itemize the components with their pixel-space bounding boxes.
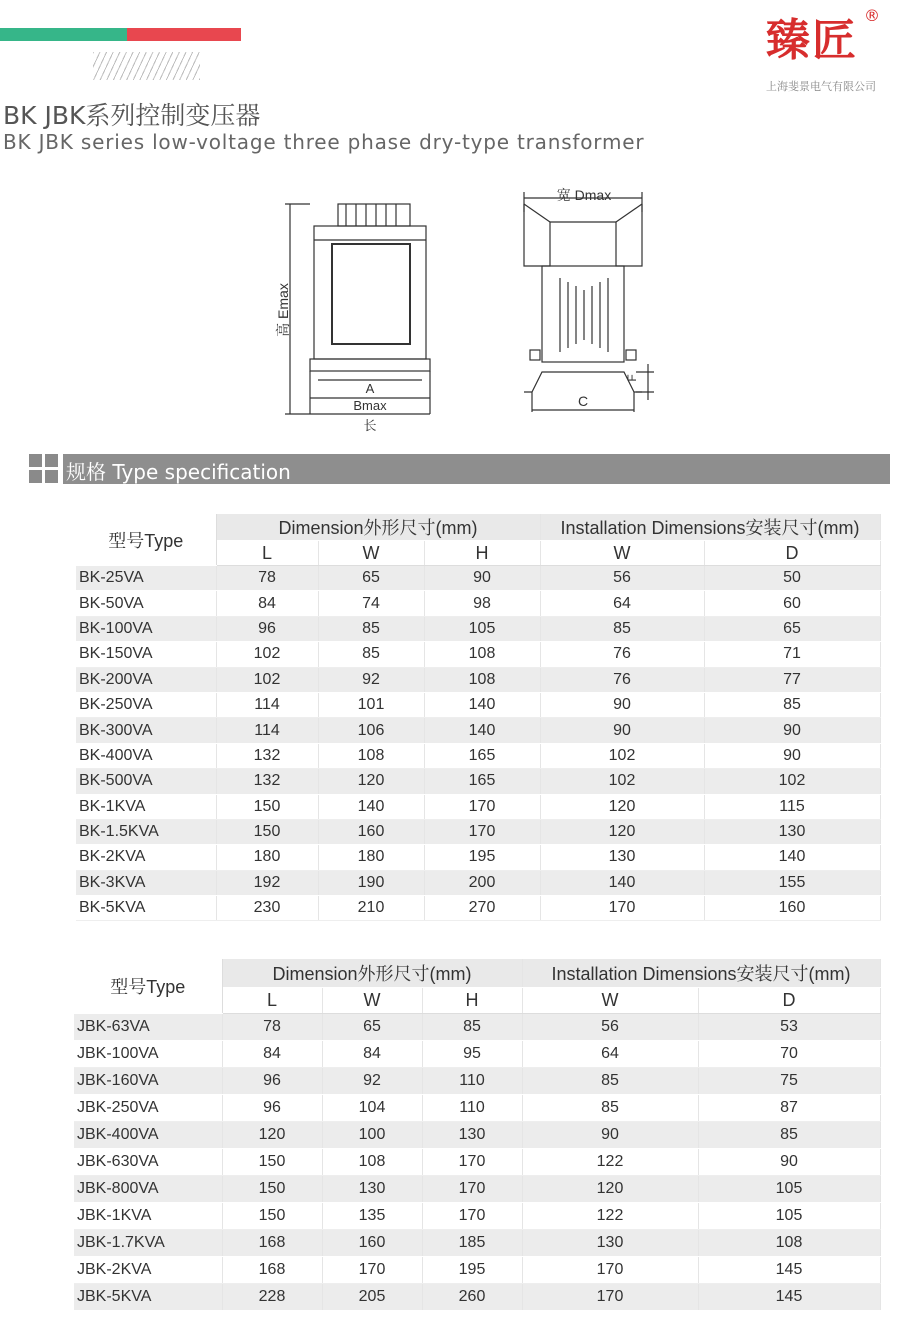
cell-install-d: 90 (704, 743, 880, 768)
cell-install-d: 160 (704, 896, 880, 921)
header-dimension: Dimension外形尺寸(mm) (222, 959, 522, 987)
cell-w: 108 (322, 1148, 422, 1175)
cell-install-d: 53 (698, 1013, 880, 1040)
cell-h: 90 (424, 566, 540, 591)
table-row (74, 1229, 880, 1256)
table-row (76, 642, 880, 667)
cell-l: 150 (216, 819, 318, 844)
header-col-install-w: W (540, 541, 704, 566)
cell-install-w: 170 (522, 1283, 698, 1310)
header-col-l: L (222, 987, 322, 1013)
cell-h: 140 (424, 692, 540, 717)
hatch-decoration (93, 52, 200, 80)
cell-model: BK-100VA (76, 616, 216, 641)
table-row (74, 1013, 880, 1040)
cell-w: 120 (318, 769, 424, 794)
cell-h: 200 (424, 870, 540, 895)
cell-install-d: 108 (698, 1229, 880, 1256)
cell-model: BK-250VA (76, 692, 216, 717)
label-f: F (625, 374, 639, 382)
cell-h: 195 (424, 845, 540, 870)
cell-w: 190 (318, 870, 424, 895)
cell-l: 150 (216, 794, 318, 819)
registered-mark: ® (864, 6, 880, 25)
cell-install-d: 50 (704, 566, 880, 591)
cell-install-w: 122 (522, 1202, 698, 1229)
table-row (76, 794, 880, 819)
cell-install-d: 155 (704, 870, 880, 895)
cell-install-w: 76 (540, 667, 704, 692)
cell-l: 78 (222, 1013, 322, 1040)
cell-w: 170 (322, 1256, 422, 1283)
cell-model: BK-1.5KVA (76, 819, 216, 844)
cell-install-w: 76 (540, 642, 704, 667)
cell-h: 105 (424, 616, 540, 641)
cell-h: 85 (422, 1013, 522, 1040)
cell-h: 170 (422, 1175, 522, 1202)
cell-w: 101 (318, 692, 424, 717)
table-row (74, 1148, 880, 1175)
cell-install-w: 120 (522, 1175, 698, 1202)
cell-install-w: 56 (540, 566, 704, 591)
table-row (76, 667, 880, 692)
cell-model: JBK-2KVA (74, 1256, 222, 1283)
cell-w: 180 (318, 845, 424, 870)
cell-install-w: 170 (540, 896, 704, 921)
cell-w: 100 (322, 1121, 422, 1148)
cell-h: 195 (422, 1256, 522, 1283)
table-row (74, 1067, 880, 1094)
cell-model: JBK-63VA (74, 1013, 222, 1040)
table-row (76, 591, 880, 616)
label-bmax: Bmax (353, 398, 387, 413)
cell-l: 114 (216, 692, 318, 717)
cell-w: 106 (318, 718, 424, 743)
cell-l: 132 (216, 743, 318, 768)
cell-w: 104 (322, 1094, 422, 1121)
cell-l: 96 (222, 1094, 322, 1121)
header-installation: Installation Dimensions安装尺寸(mm) (522, 959, 880, 987)
cell-install-w: 120 (540, 819, 704, 844)
cell-w: 84 (322, 1040, 422, 1067)
bk-spec-table (76, 514, 881, 921)
cell-w: 74 (318, 591, 424, 616)
header-col-w: W (318, 541, 424, 566)
cell-h: 170 (422, 1202, 522, 1229)
cell-w: 130 (322, 1175, 422, 1202)
cell-l: 150 (222, 1175, 322, 1202)
cell-l: 96 (216, 616, 318, 641)
cell-install-w: 102 (540, 743, 704, 768)
cell-install-d: 105 (698, 1202, 880, 1229)
cell-l: 150 (222, 1202, 322, 1229)
cell-w: 160 (318, 819, 424, 844)
cell-w: 160 (322, 1229, 422, 1256)
accent-bar-red (127, 28, 241, 41)
table-row (74, 1040, 880, 1067)
cell-l: 120 (222, 1121, 322, 1148)
bk-table-body (76, 566, 880, 921)
cell-model: BK-3KVA (76, 870, 216, 895)
cell-install-d: 77 (704, 667, 880, 692)
cell-install-d: 71 (704, 642, 880, 667)
cell-w: 205 (322, 1283, 422, 1310)
cell-h: 110 (422, 1094, 522, 1121)
cell-l: 230 (216, 896, 318, 921)
cell-install-d: 85 (704, 692, 880, 717)
header-col-install-d: D (698, 987, 880, 1013)
cell-install-d: 90 (704, 718, 880, 743)
cell-h: 185 (422, 1229, 522, 1256)
cell-model: JBK-250VA (74, 1094, 222, 1121)
cell-install-d: 145 (698, 1283, 880, 1310)
cell-model: BK-1KVA (76, 794, 216, 819)
brand-logo (760, 6, 900, 92)
cell-h: 108 (424, 667, 540, 692)
cell-install-w: 130 (522, 1229, 698, 1256)
label-c: C (577, 393, 589, 409)
logo-mark: 臻匠 (766, 15, 858, 66)
cell-h: 108 (424, 642, 540, 667)
cell-h: 170 (424, 794, 540, 819)
cell-model: JBK-160VA (74, 1067, 222, 1094)
table-row (76, 566, 880, 591)
cell-install-w: 90 (540, 692, 704, 717)
cell-w: 92 (318, 667, 424, 692)
cell-l: 102 (216, 642, 318, 667)
header-type: 型号Type (76, 514, 216, 566)
cell-install-d: 75 (698, 1067, 880, 1094)
cell-l: 180 (216, 845, 318, 870)
table-row (76, 769, 880, 794)
company-name: 上海斐景电气有限公司 (766, 80, 876, 93)
cell-h: 170 (424, 819, 540, 844)
cell-install-w: 102 (540, 769, 704, 794)
cell-w: 135 (322, 1202, 422, 1229)
cell-l: 84 (222, 1040, 322, 1067)
cell-h: 95 (422, 1040, 522, 1067)
cell-install-d: 102 (704, 769, 880, 794)
header-col-h: H (424, 541, 540, 566)
cell-model: JBK-5KVA (74, 1283, 222, 1310)
cell-l: 78 (216, 566, 318, 591)
section-header (63, 454, 890, 484)
cell-install-w: 170 (522, 1256, 698, 1283)
table-row (76, 616, 880, 641)
cell-l: 168 (222, 1229, 322, 1256)
cell-model: JBK-100VA (74, 1040, 222, 1067)
cell-w: 85 (318, 642, 424, 667)
table-row (74, 1256, 880, 1283)
header-col-h: H (422, 987, 522, 1013)
cell-install-d: 90 (698, 1148, 880, 1175)
cell-h: 110 (422, 1067, 522, 1094)
cell-w: 210 (318, 896, 424, 921)
section-title: 规格 Type specification (66, 460, 291, 484)
cell-model: BK-400VA (76, 743, 216, 768)
cell-install-w: 64 (540, 591, 704, 616)
cell-model: JBK-400VA (74, 1121, 222, 1148)
cell-l: 102 (216, 667, 318, 692)
cell-model: BK-500VA (76, 769, 216, 794)
table-row (74, 1121, 880, 1148)
cell-install-w: 64 (522, 1040, 698, 1067)
cell-model: JBK-1KVA (74, 1202, 222, 1229)
cell-h: 170 (422, 1148, 522, 1175)
cell-install-d: 85 (698, 1121, 880, 1148)
jbk-spec-table (74, 959, 881, 1311)
cell-l: 84 (216, 591, 318, 616)
header-dimension: Dimension外形尺寸(mm) (216, 514, 540, 541)
transformer-dimension-drawing (270, 182, 660, 438)
cell-w: 108 (318, 743, 424, 768)
cell-h: 165 (424, 743, 540, 768)
cell-install-d: 87 (698, 1094, 880, 1121)
cell-w: 92 (322, 1067, 422, 1094)
cell-install-w: 90 (522, 1121, 698, 1148)
cell-h: 260 (422, 1283, 522, 1310)
table-row (76, 896, 880, 921)
header-col-install-w: W (522, 987, 698, 1013)
cell-model: BK-150VA (76, 642, 216, 667)
label-length: 长 (363, 418, 377, 433)
accent-bar-green (0, 28, 127, 41)
cell-h: 130 (422, 1121, 522, 1148)
table-row (76, 870, 880, 895)
cell-l: 114 (216, 718, 318, 743)
cell-model: JBK-630VA (74, 1148, 222, 1175)
cell-h: 270 (424, 896, 540, 921)
label-width-dmax: 宽 Dmax (556, 187, 612, 203)
cell-l: 96 (222, 1067, 322, 1094)
cell-w: 140 (318, 794, 424, 819)
header-col-install-d: D (704, 541, 880, 566)
cell-w: 85 (318, 616, 424, 641)
cell-h: 98 (424, 591, 540, 616)
cell-model: JBK-1.7KVA (74, 1229, 222, 1256)
cell-model: BK-200VA (76, 667, 216, 692)
jbk-table-body (74, 1013, 880, 1310)
header-col-w: W (322, 987, 422, 1013)
cell-l: 228 (222, 1283, 322, 1310)
table-row (74, 1175, 880, 1202)
cell-h: 140 (424, 718, 540, 743)
cell-w: 65 (318, 566, 424, 591)
table-row (76, 845, 880, 870)
header-installation: Installation Dimensions安装尺寸(mm) (540, 514, 880, 541)
cell-install-d: 115 (704, 794, 880, 819)
cell-w: 65 (322, 1013, 422, 1040)
cell-model: JBK-800VA (74, 1175, 222, 1202)
cell-install-w: 130 (540, 845, 704, 870)
cell-model: BK-50VA (76, 591, 216, 616)
cell-install-w: 120 (540, 794, 704, 819)
table-row (76, 692, 880, 717)
cell-h: 165 (424, 769, 540, 794)
cell-install-w: 85 (522, 1094, 698, 1121)
cell-model: BK-5KVA (76, 896, 216, 921)
table-row (74, 1283, 880, 1310)
table-row (76, 819, 880, 844)
cell-install-d: 60 (704, 591, 880, 616)
cell-l: 168 (222, 1256, 322, 1283)
table-row (74, 1202, 880, 1229)
cell-install-d: 65 (704, 616, 880, 641)
cell-install-d: 140 (704, 845, 880, 870)
header-col-l: L (216, 541, 318, 566)
cell-model: BK-25VA (76, 566, 216, 591)
table-row (76, 743, 880, 768)
cell-l: 132 (216, 769, 318, 794)
cell-install-w: 90 (540, 718, 704, 743)
grid-squares-icon (29, 454, 59, 484)
label-height-emax: 高 Emax (275, 283, 291, 337)
page-title-en: BK JBK series low-voltage three phase dry-type transformer (3, 130, 645, 154)
cell-install-w: 122 (522, 1148, 698, 1175)
cell-install-w: 140 (540, 870, 704, 895)
table-row (76, 718, 880, 743)
cell-model: BK-2KVA (76, 845, 216, 870)
label-a: A (365, 381, 375, 396)
cell-l: 192 (216, 870, 318, 895)
header-type: 型号Type (74, 959, 222, 1013)
cell-install-d: 70 (698, 1040, 880, 1067)
cell-model: BK-300VA (76, 718, 216, 743)
cell-install-d: 105 (698, 1175, 880, 1202)
cell-install-w: 85 (522, 1067, 698, 1094)
cell-install-w: 56 (522, 1013, 698, 1040)
cell-install-d: 145 (698, 1256, 880, 1283)
cell-l: 150 (222, 1148, 322, 1175)
cell-install-w: 85 (540, 616, 704, 641)
page-title-cn: BK JBK系列控制变压器 (3, 101, 261, 130)
cell-install-d: 130 (704, 819, 880, 844)
table-row (74, 1094, 880, 1121)
